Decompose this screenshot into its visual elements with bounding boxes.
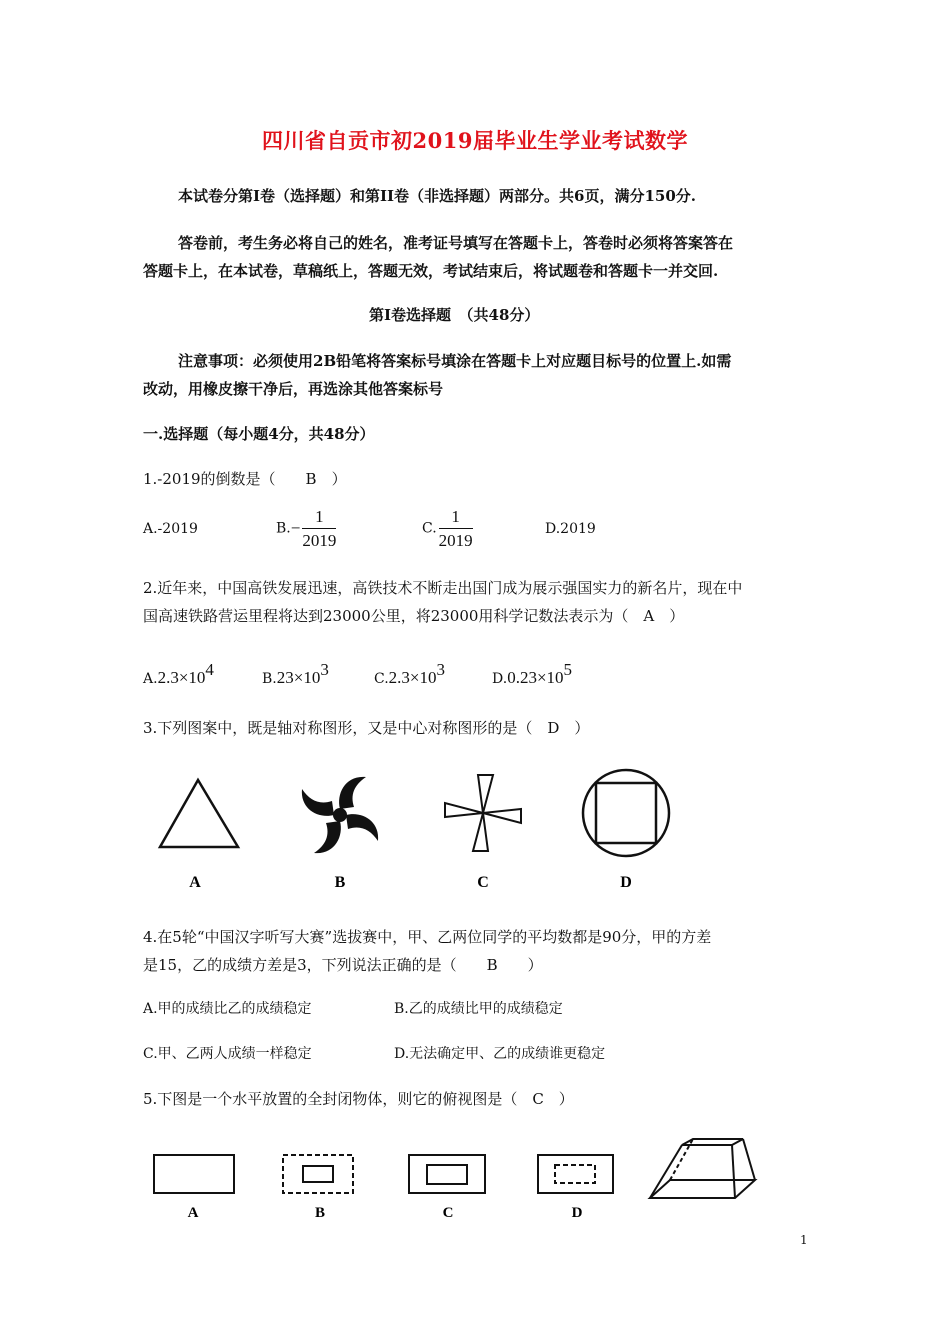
page-number: 1 (800, 1233, 808, 1247)
q2-option-c-exponent: 3 (436, 660, 446, 679)
q3-figure-d (583, 770, 669, 856)
document-title: 四川省自贡市初2019届毕业生学业考试数学 (262, 128, 688, 153)
notice-line1: 注意事项：必须使用2B铅笔将答案标号填涂在答题卡上对应题目标号的位置上.如需 (178, 352, 732, 370)
q5-figure-d (538, 1155, 613, 1193)
q2-option-a (143, 660, 214, 688)
q1-option-c (422, 508, 473, 549)
q4-option-d: D.无法确定甲、乙的成绩谁更稳定 (394, 1046, 606, 1062)
q5-label-c: C (442, 1205, 454, 1221)
q1-option-c-label: C. (422, 520, 437, 537)
q2-option-b (262, 660, 329, 688)
q4-option-b: B.乙的成绩比甲的成绩稳定 (394, 1001, 563, 1017)
q1-option-a: A.-2019 (143, 521, 198, 537)
q2-option-d-exponent: 5 (563, 660, 573, 679)
q2-option-d-base: 0.23×10 (507, 668, 564, 687)
instructions-line1: 答卷前，考生务必将自己的姓名，准考证号填写在答题卡上，答卷时必须将答案答在 (178, 234, 734, 252)
q3-figures (150, 765, 710, 895)
q3-label-d: D (620, 874, 632, 891)
q1-option-b-sign: − (290, 518, 301, 538)
notice-line2: 改动，用橡皮擦干净后，再选涂其他答案标号 (143, 380, 444, 398)
q2-option-b-exponent: 3 (320, 660, 329, 679)
q5-figure-a (154, 1155, 234, 1193)
q3-label-c: C (477, 874, 489, 891)
q5-figures (145, 1135, 785, 1225)
q1-option-c-fraction (439, 508, 473, 549)
q3-label-b: B (334, 874, 346, 891)
q3-label-a: A (189, 874, 201, 891)
q5-label-b: B (314, 1205, 326, 1221)
q2-option-b-base: 23×10 (276, 668, 321, 687)
intro-text: 本试卷分第Ⅰ卷（选择题）和第II卷（非选择题）两部分。共6页，满分150分. (178, 187, 697, 205)
q2-option-c-base: 2.3×10 (388, 668, 437, 687)
q1-option-c-numerator: 1 (439, 508, 473, 529)
q1-text: 1.-2019的倒数是（ B ） (143, 470, 347, 488)
q2-option-d (492, 660, 572, 688)
q5-object-3d (650, 1139, 755, 1198)
q3-figure-c (445, 775, 521, 851)
q2-option-a-label: A. (143, 671, 158, 687)
q3-figure-a (160, 780, 238, 847)
q2-line1: 2.近年来，中国高铁发展迅速，高铁技术不断走出国门成为展示强国实力的新名片，现在中 (143, 579, 743, 597)
q1-option-d: D.2019 (545, 521, 596, 537)
q2-option-d-label: D. (492, 671, 508, 687)
q3-figure-b (302, 777, 378, 853)
q1-option-b (276, 508, 336, 549)
q4-line1: 4.在5轮“中国汉字听写大赛”选拔赛中，甲、乙两位同学的平均数都是90分，甲的方差 (143, 928, 712, 946)
part1-heading: 第Ⅰ卷选择题 （共48分） (369, 306, 540, 324)
q2-option-a-base: 2.3×10 (157, 668, 206, 687)
q2-option-c (374, 660, 445, 688)
q1-option-c-denominator: 2019 (438, 531, 473, 550)
q5-label-a: A (187, 1205, 199, 1221)
q2-option-b-label: B. (262, 671, 277, 687)
q5-text: 5.下图是一个水平放置的全封闭物体，则它的俯视图是（ C ） (143, 1090, 574, 1108)
q2-option-a-exponent: 4 (205, 660, 214, 679)
q1-option-b-label: B. (276, 520, 291, 537)
q2-option-c-label: C. (374, 671, 389, 687)
q5-figure-c (409, 1155, 485, 1193)
q4-option-a: A.甲的成绩比乙的成绩稳定 (143, 1001, 312, 1017)
q5-figure-b (283, 1155, 353, 1193)
q1-option-b-fraction (302, 508, 336, 549)
q5-label-d: D (571, 1205, 583, 1221)
q4-option-c: C.甲、乙两人成绩一样稳定 (143, 1046, 312, 1062)
q2-line2: 国高速铁路营运里程将达到23000公里，将23000用科学记数法表示为（ A ） (143, 607, 685, 625)
instructions-line2: 答题卡上，在本试卷，草稿纸上，答题无效，考试结束后，将试题卷和答题卡一并交回. (143, 262, 719, 280)
q3-text: 3.下列图案中，既是轴对称图形，又是中心对称图形的是（ D ） (143, 719, 590, 737)
q4-line2: 是15，乙的成绩方差是3，下列说法正确的是（ B ） (143, 956, 543, 974)
section1-heading: 一.选择题（每小题4分，共48分） (143, 425, 375, 443)
q1-option-b-denominator: 2019 (302, 531, 337, 550)
q1-option-b-numerator: 1 (302, 508, 336, 529)
